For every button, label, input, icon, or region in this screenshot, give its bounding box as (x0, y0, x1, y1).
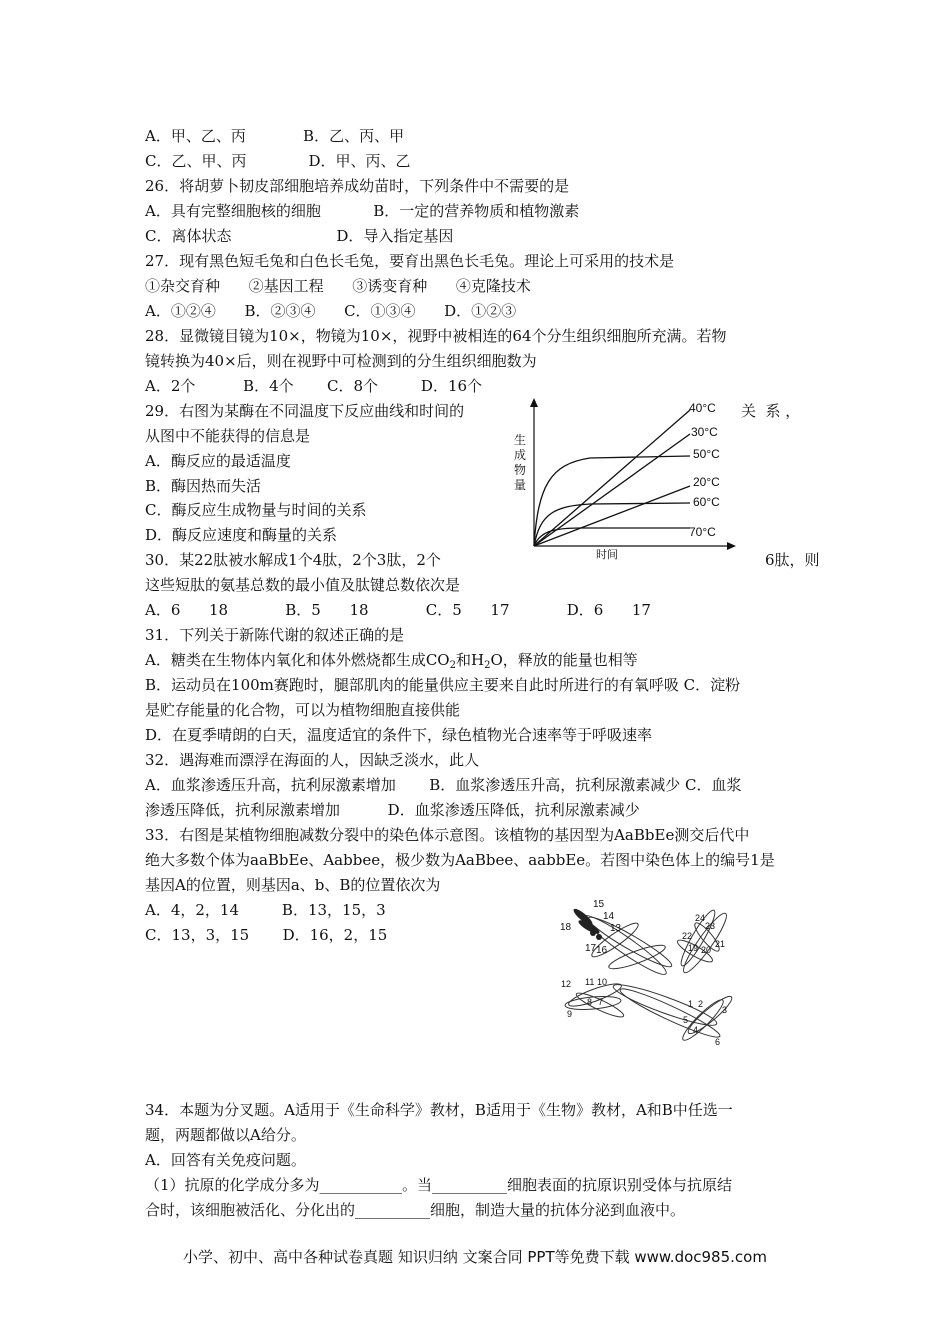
gene-label: 17 (585, 943, 597, 954)
q29-stem-line1-tail: 关 系 ， (741, 402, 801, 420)
q27-stem: 27．现有黑色短毛兔和白色长毛兔，要育出黑色长毛兔。理论上可采用的技术是 (145, 252, 675, 270)
q25-options-row1: A．甲、乙、丙 B．乙、丙、甲 (145, 127, 405, 145)
q29-option-b: B．酶因热而失活 (145, 477, 262, 495)
q26-options-row2: C．离体状态 D．导入指定基因 (145, 227, 454, 245)
gene-label: 8 (587, 997, 593, 1007)
q34-part1-line2: 合时，该细胞被活化、分化出的__________细胞，制造大量的抗体分泌到血液中。 (145, 1201, 686, 1219)
y-label-char: 生 (514, 433, 527, 447)
q31-option-a: A．糖类在生物体内氧化和体外燃烧都生成$CO_2$和$H_2O$，释放的能量也相等 (145, 651, 638, 671)
gene-label: 24 (695, 913, 706, 923)
q31-option-b: B．运动员在100m赛跑时，腿部肌肉的能量供应主要来自此时所进行的有氧呼吸 C．淀粉 (145, 676, 741, 694)
q32-options-line2: 渗透压降低，抗利尿激素增加 D．血浆渗透压降低，抗利尿激素减少 (145, 801, 640, 819)
gene-label: 12 (561, 979, 572, 989)
chromatid (611, 979, 720, 1032)
gene-label: 16 (596, 945, 608, 956)
q30-options: A．6 18 B．5 18 C．5 17 D．6 17 (145, 601, 651, 619)
q31-stem: 31．下列关于新陈代谢的叙述正确的是 (145, 626, 405, 644)
centromere (590, 930, 596, 936)
label-40c: 40°C (689, 401, 716, 415)
gene-label: 20 (701, 945, 712, 955)
gene-label: 1 (688, 999, 694, 1009)
q34-sub-title: A．回答有关免疫问题。 (145, 1151, 306, 1169)
q30-stem-line2: 这些短肽的氨基总数的最小值及肽键总数依次是 (145, 576, 461, 594)
q33-stem-line2: 绝大多数个体为aaBbEe、Aabbee，极少数为AaBbee、aabbEe。若图中染色体上的编号1是 (145, 851, 775, 869)
gene-label: 13 (610, 923, 622, 934)
label-70c: 70°C (689, 525, 716, 539)
gene-label: 3 (722, 1005, 728, 1015)
chromosome-figure (555, 895, 745, 1055)
chart-y-label (514, 432, 526, 492)
gene-label: 21 (715, 939, 726, 949)
q29-stem-line1: 29．右图为某酶在不同温度下反应曲线和时间的 (145, 402, 465, 420)
q28-stem-line2: 镜转换为40×后，则在视野中可检测到的分生组织细胞数为 (145, 352, 537, 370)
q33-stem-line1: 33．右图是某植物细胞减数分裂中的染色体示意图。该植物的基因型为AaBbEe测交后代中 (145, 826, 750, 844)
gene-label: 10 (597, 977, 608, 987)
q33-options-row1: A．4，2，14 B．13，15，3 (145, 901, 386, 919)
q29-stem-line2: 从图中不能获得的信息是 (145, 427, 311, 445)
q29-option-a: A．酶反应的最适温度 (145, 452, 291, 470)
enzyme-temperature-chart (500, 396, 740, 566)
q32-options-line1: A．血浆渗透压升高，抗利尿激素增加 B．血浆渗透压升高，抗利尿激素减少 C．血浆 (145, 776, 742, 794)
chromatid (585, 912, 675, 972)
q28-stem-line1: 28．显微镜目镜为10×，物镜为10×，视野中被相连的64个分生组织细胞所充满。若物 (145, 327, 727, 345)
q31-option-d: D．在夏季晴朗的白天，温度适宜的条件下，绿色植物光合速率等于呼吸速率 (145, 726, 653, 744)
curve-40c (534, 410, 690, 546)
centromere (596, 934, 602, 940)
q30-stem-line1-tail: 6肽，则 (765, 551, 820, 569)
chart-y-axis-arrow (530, 398, 538, 407)
chromatid (607, 941, 667, 973)
q34-stem-line2: 题，两题都做以A给分。 (145, 1126, 306, 1144)
chromatid (617, 983, 723, 1042)
label-50c: 50°C (693, 447, 720, 461)
gene-label: 23 (705, 921, 716, 931)
q32-stem: 32．遇海难而漂浮在海面的人，因缺乏淡水，此人 (145, 751, 480, 769)
q31-option-c: 是贮存能量的化合物，可以为植物细胞直接供能 (145, 701, 461, 719)
chromatid (567, 980, 624, 1010)
gene-label: 5 (683, 1015, 689, 1025)
gene-label: 7 (598, 997, 604, 1007)
q34-part1-line1: （1）抗原的化学成分多为___________。当__________细胞表面的抗原识别受体与抗原结 (145, 1176, 733, 1194)
chart-x-axis-arrow (727, 542, 736, 550)
chart-x-label: 时间 (596, 549, 618, 561)
q27-items: ①杂交育种 ②基因工程 ③诱变育种 ④克隆技术 (145, 277, 531, 295)
q27-options: A．①②④ B．②③④ C．①③④ D．①②③ (145, 302, 517, 320)
q28-options: A．2个 B．4个 C．8个 D．16个 (145, 377, 483, 395)
q26-stem: 26．将胡萝卜韧皮部细胞培养成幼苗时，下列条件中不需要的是 (145, 177, 570, 195)
page-footer: 小学、初中、高中各种试卷真题 知识归纳 文案合同 PPT等免费下载 www.doc985.com (183, 1248, 767, 1266)
gene-label: 9 (567, 1009, 573, 1019)
curve-50c (534, 456, 690, 546)
gene-label: 6 (715, 1037, 721, 1047)
q29-option-d: D．酶反应速度和酶量的关系 (145, 526, 338, 544)
q33-stem-line3: 基因A的位置，则基因a、b、B的位置依次为 (145, 876, 441, 894)
gene-label: 4 (693, 1025, 699, 1035)
q33-options-row2: C．13，3，15 D．16，2，15 (145, 926, 388, 944)
gene-label: 22 (682, 931, 693, 941)
y-label-char: 成 (514, 448, 527, 462)
q26-options-row1: A．具有完整细胞核的细胞 B．一定的营养物质和植物激素 (145, 202, 580, 220)
q30-stem-line1: 30．某22肽被水解成1个4肽，2个3肽，2个 (145, 551, 441, 569)
q29-option-c: C．酶反应生成物量与时间的关系 (145, 501, 367, 519)
gene-label: 11 (585, 977, 595, 987)
y-label-char: 量 (514, 478, 527, 492)
curve-20c (534, 486, 690, 546)
gene-label: 19 (688, 943, 699, 953)
gene-label: 18 (560, 922, 572, 933)
label-20c: 20°C (693, 475, 720, 489)
q25-options-row2: C．乙、甲、丙 D．甲、丙、乙 (145, 152, 411, 170)
curve-60c (534, 503, 690, 546)
gene-label: 15 (593, 899, 605, 910)
gene-label: 2 (698, 999, 704, 1009)
label-30c: 30°C (691, 425, 718, 439)
y-label-char: 物 (514, 463, 527, 477)
q34-stem-line1: 34．本题为分叉题。A适用于《生命科学》教材，B适用于《生物》教材，A和B中任选一 (145, 1101, 733, 1119)
label-60c: 60°C (693, 495, 720, 509)
gene-label: 14 (603, 911, 615, 922)
